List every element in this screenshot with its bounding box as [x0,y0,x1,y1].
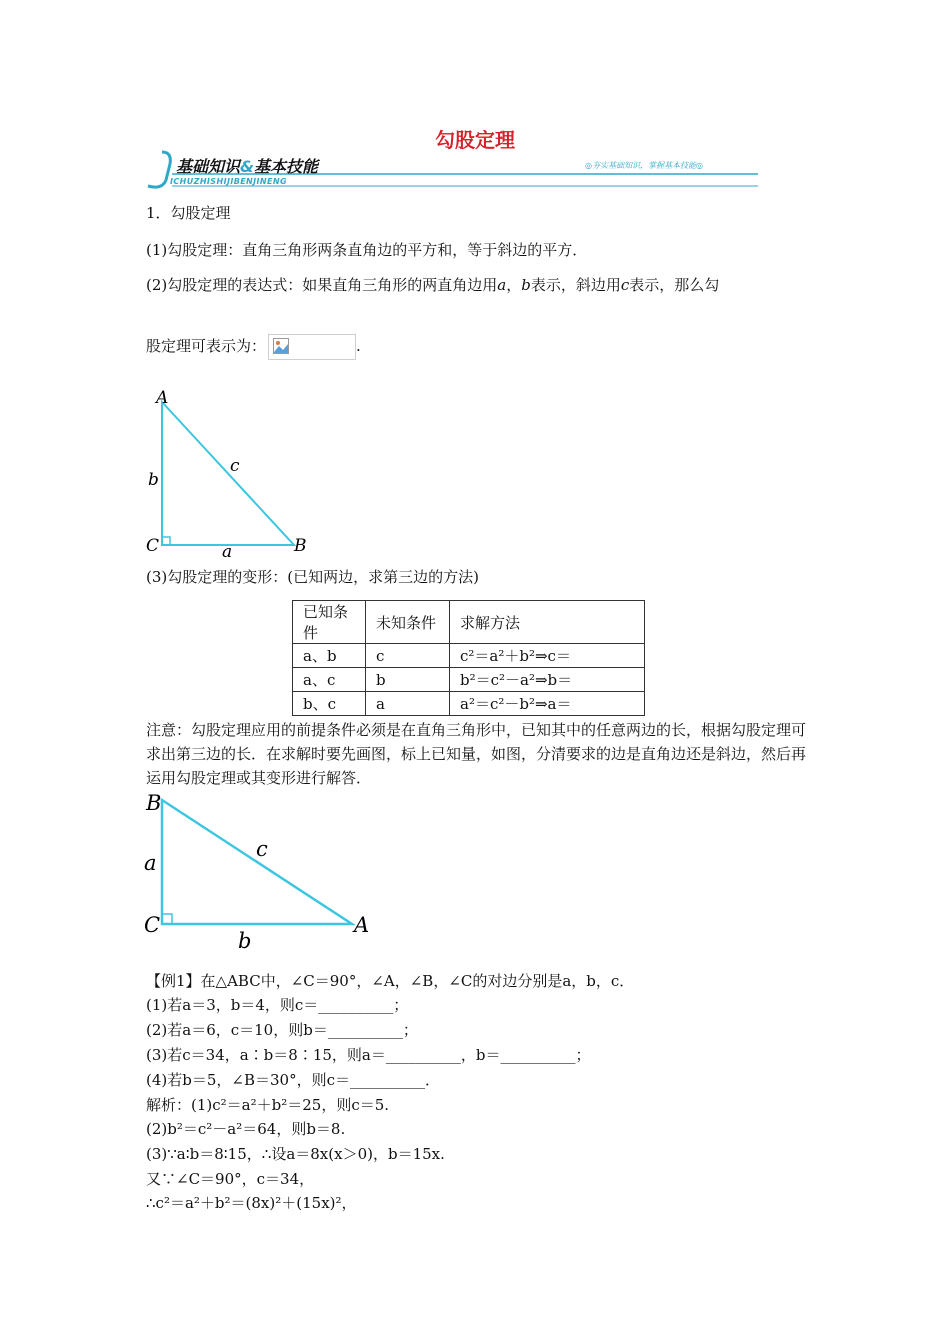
vertex-label-C: C [146,536,160,556]
section-heading: 1．勾股定理 [146,204,231,222]
triangle-figure-2 [140,788,380,958]
example-question-1: (1)若a＝3，b＝4，则c＝__________； [146,996,409,1014]
table-cell: b、c [293,692,366,716]
table-cell: a [366,692,450,716]
side-label-b: b [148,470,159,490]
vertex-label-A: A [156,388,169,408]
theorem-expression-line: (2)勾股定理的表达式：如果直角三角形的两直角边用a，b表示，斜边用c表示，那么勾 [146,276,720,294]
broken-image-icon [273,338,289,354]
triangle-figure-1 [140,385,320,565]
banner-pinyin: ICHUZHISHIJIBENJINENG [170,177,287,186]
vertex-label-B: B [294,536,307,556]
solution-line-1: 解析：(1)c²＝a²＋b²＝25，则c＝5. [146,1096,390,1114]
table-header: 未知条件 [366,601,450,644]
table-header: 已知条件 [293,601,366,644]
table-header: 求解方法 [450,601,645,644]
theorem-expression-line2: 股定理可表示为： . [146,334,361,360]
side-label-c: c [230,456,240,476]
table-row [293,644,645,668]
table-header-row [293,601,645,644]
vertex-label-A: A [354,913,370,937]
banner-slogan: ◎夯实基础知识，掌握基本技能◎ [585,161,703,170]
formula-image-placeholder [268,334,356,360]
vertex-label-B: B [146,791,162,815]
note-paragraph: 注意：勾股定理应用的前提条件必须是在直角三角形中，已知其中的任意两边的长，根据勾股定理可求出第三边的长．在求解时要先画图，标上已知量，如图，分清要求的边是直角边还是斜边，然后再运用勾股定理或其变形进行解答． [146,721,807,787]
table-row [293,692,645,716]
table-cell: a、c [293,668,366,692]
transformation-heading: (3)勾股定理的变形：(已知两边，求第三边的方法) [146,568,479,586]
theorem-statement: (1)勾股定理：直角三角形两条直角边的平方和，等于斜边的平方． [146,241,588,259]
vertex-label-C: C [144,913,161,937]
solution-line-5: ∴c²＝a²＋b²＝(8x)²＋(15x)²， [146,1194,357,1212]
example-question-3: (3)若c＝34，a∶b＝8∶15，则a＝__________，b＝__________； [146,1046,591,1064]
side-label-b: b [238,929,252,953]
table-cell: b²＝c²－a²⇒b＝ [450,668,645,692]
table-row [293,668,645,692]
solution-line-4: 又∵∠C＝90°，c＝34， [146,1170,315,1188]
table-cell: a、b [293,644,366,668]
table-cell: c [366,644,450,668]
table-cell: c²＝a²＋b²⇒c＝ [450,644,645,668]
side-label-a: a [222,542,233,562]
banner-heading: 基础知识&基本技能 [176,157,318,176]
side-label-c: c [256,837,268,861]
formula-table [292,600,645,716]
example-question-4: (4)若b＝5，∠B＝30°，则c＝__________． [146,1071,440,1089]
side-label-a: a [144,851,157,875]
solution-line-2: (2)b²＝c²－a²＝64，则b＝8. [146,1120,346,1138]
page-title: 勾股定理 [435,128,515,152]
solution-line-3: (3)∵a∶b＝8∶15，∴设a＝8x(x＞0)，b＝15x. [146,1145,445,1163]
example-question-2: (2)若a＝6，c＝10，则b＝__________； [146,1021,418,1039]
table-cell: a²＝c²－b²⇒a＝ [450,692,645,716]
example-stem: 【例1】在△ABC中，∠C＝90°，∠A，∠B，∠C的对边分别是a，b，c． [146,972,635,990]
table-cell: b [366,668,450,692]
